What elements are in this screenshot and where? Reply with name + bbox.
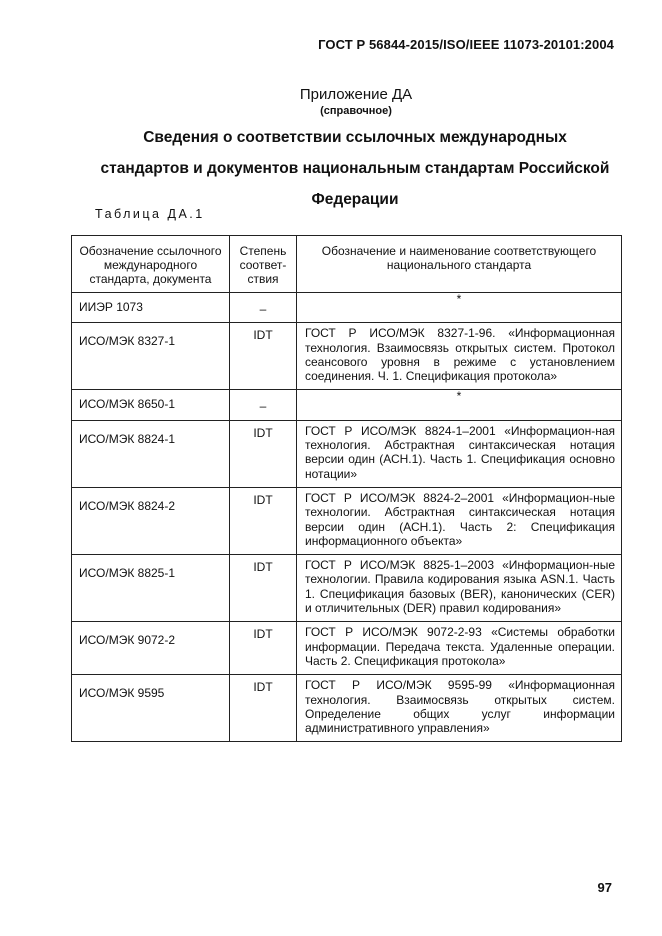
section-heading-line: стандартов и документов национальным стандартам Российской <box>100 160 610 177</box>
cell-degree: IDT <box>230 622 297 675</box>
annex-subtitle: (справочное) <box>320 105 392 117</box>
section-heading <box>70 122 640 215</box>
cell-designation: ИСО/МЭК 8327-1 <box>72 323 230 390</box>
table-row <box>72 293 622 323</box>
table-header-row <box>72 236 622 293</box>
cell-document: ГОСТ Р ИСО/МЭК 8825-1–2003 «Информацион-ные технологии. Правила кодирования языка ASN.1. Часть 1. Спецификация базовых (BER), канонических (CER) и отличительных (DER) правил кодирования» <box>297 555 622 622</box>
cell-degree: IDT <box>230 675 297 742</box>
cell-degree: IDT <box>230 323 297 390</box>
table-row <box>72 390 622 420</box>
cell-designation: ИСО/МЭК 9072-2 <box>72 622 230 675</box>
cell-degree: IDT <box>230 487 297 554</box>
correspondence-table <box>71 235 622 742</box>
cell-designation: ИСО/МЭК 8824-2 <box>72 487 230 554</box>
cell-document: * <box>297 293 622 323</box>
header-designation: Обозначение ссылочного международного стандарта, документа <box>72 236 230 293</box>
cell-degree: IDT <box>230 420 297 487</box>
cell-designation: ИСО/МЭК 8825-1 <box>72 555 230 622</box>
cell-document: * <box>297 390 622 420</box>
table-row <box>72 323 622 390</box>
table-label: Таблица ДА.1 <box>95 207 205 221</box>
section-heading-line: Федерации <box>311 191 399 208</box>
cell-degree: IDT <box>230 555 297 622</box>
table-row <box>72 675 622 742</box>
cell-document: ГОСТ Р ИСО/МЭК 9072-2-93 «Системы обработки информации. Передача текста. Удаленные операции. Часть 2. Спецификация протокола» <box>297 622 622 675</box>
header-national-standard: Обозначение и наименование соответствующего национального стандарта <box>297 236 622 293</box>
section-heading-line: Сведения о соответствии ссылочных международных <box>143 129 567 146</box>
table-row <box>72 622 622 675</box>
table-row <box>72 487 622 554</box>
cell-document: ГОСТ Р ИСО/МЭК 8824-2–2001 «Информацион-ные технологии. Абстрактная синтаксическая нотация версии один (АСН.1). Часть 2: Спецификация информационного объекта» <box>297 487 622 554</box>
table-row <box>72 420 622 487</box>
page-number: 97 <box>597 880 612 895</box>
cell-degree: – <box>230 293 297 323</box>
cell-designation: ИСО/МЭК 8824-1 <box>72 420 230 487</box>
cell-document: ГОСТ Р ИСО/МЭК 8824-1–2001 «Информацион-ная технология. Абстрактная синтаксическая нотация версии один (АСН.1). Часть 1. Спецификация основно нотации» <box>297 420 622 487</box>
document-code: ГОСТ Р 56844-2015/ISO/IEEE 11073-20101:2004 <box>318 37 614 52</box>
cell-document: ГОСТ Р ИСО/МЭК 9595-99 «Информационная технология. Взаимосвязь открытых систем. Определение общих услуг информации административного управления» <box>297 675 622 742</box>
annex-title: Приложение ДА <box>299 86 413 103</box>
cell-document: ГОСТ Р ИСО/МЭК 8327-1-96. «Информационная технология. Взаимосвязь открытых систем. Протокол сеансового уровня в режиме с установлением соединения. Ч. 1. Спецификация протокола» <box>297 323 622 390</box>
cell-designation: ИСО/МЭК 8650-1 <box>72 390 230 420</box>
cell-degree: – <box>230 390 297 420</box>
cell-designation: ИСО/МЭК 9595 <box>72 675 230 742</box>
table-row <box>72 555 622 622</box>
cell-designation: ИИЭР 1073 <box>72 293 230 323</box>
header-degree: Степень соответ-ствия <box>230 236 297 293</box>
